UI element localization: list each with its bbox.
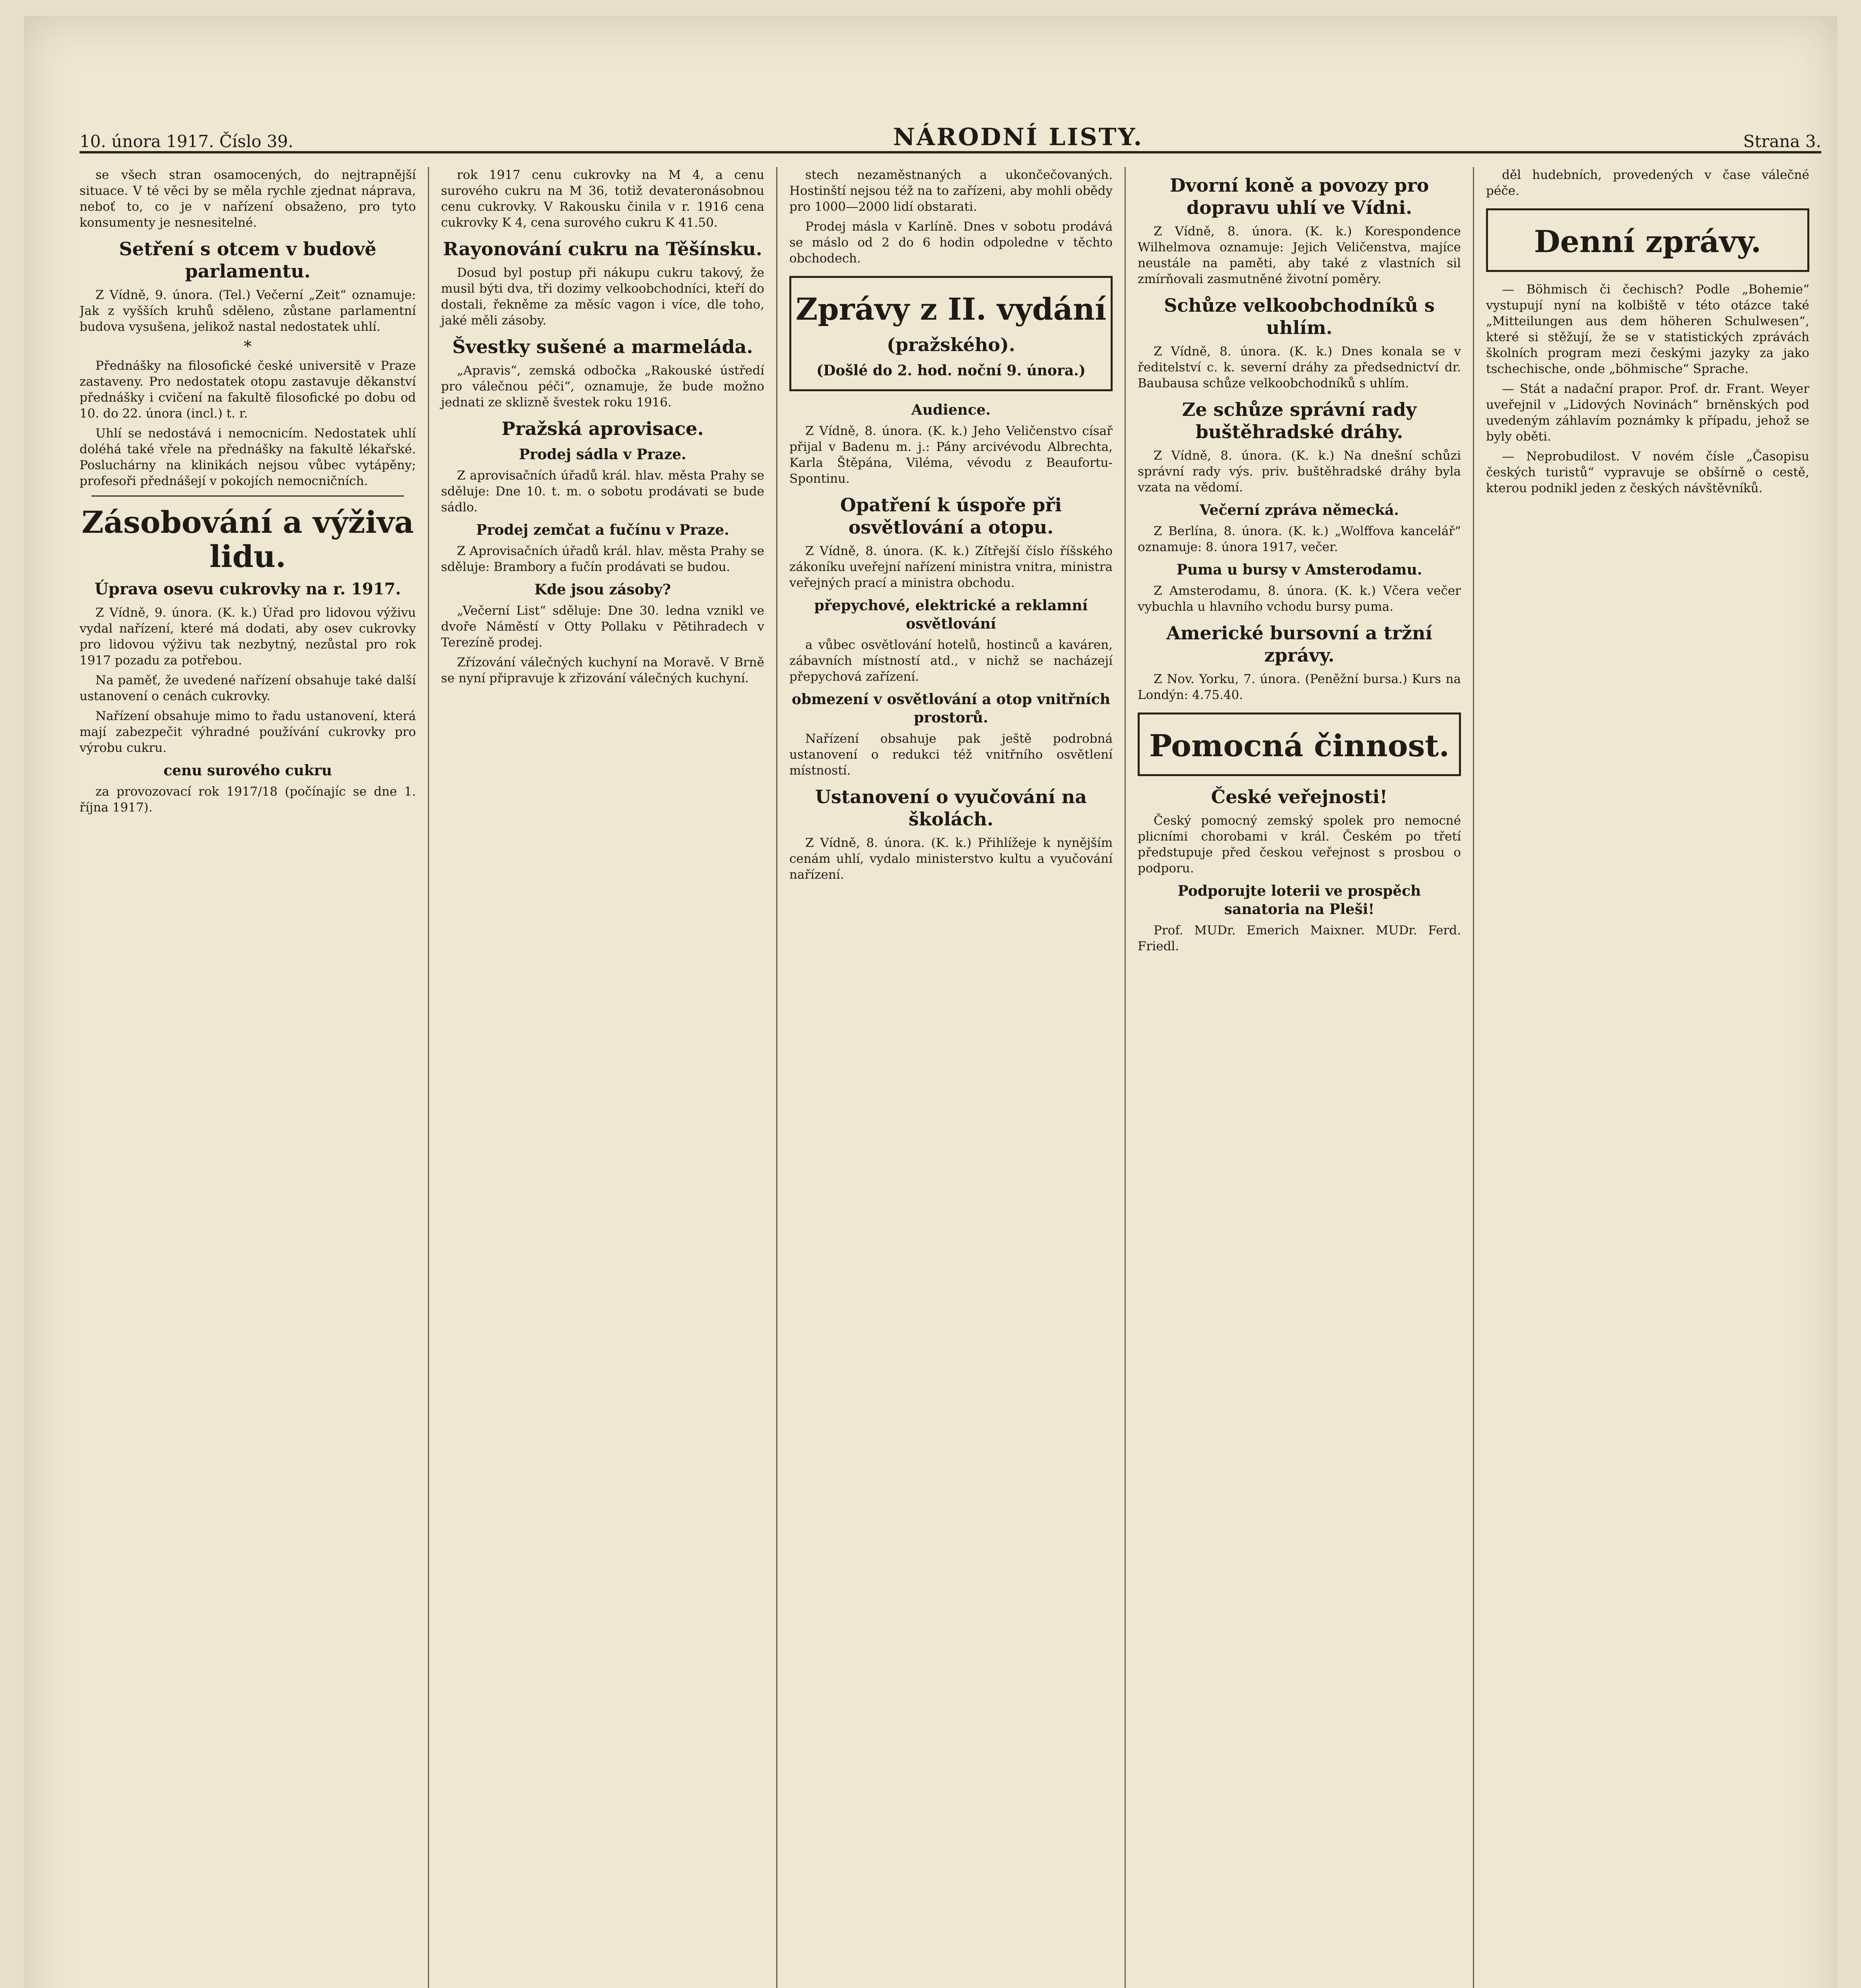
article-subheading: Kde jsou zásoby? [534,581,671,598]
article-text: „Apravis“, zemská odbočka „Rakouské ústředí pro válečnou péči“, oznamuje, že bude možno jednati ze sklizně švestek roku 1916. [441,363,764,410]
article-subheading: Prodej zemčat a fučínu v Praze. [476,522,729,538]
article-columns [80,167,1821,1988]
header-date-issue: 10. února 1917. Číslo 39. [80,132,293,151]
article-text: Z Vídně, 9. února. (Tel.) Večerní „Zeit“ oznamuje: Jak z vyšších kruhů sděleno, zůstane parlamentní budova vysušena, jelikož nastal nedostatek uhlí. [80,288,416,334]
column-5 [1473,167,1821,1988]
article-text: Český pomocný zemský spolek pro nemocné plicními chorobami v král. Českém po třetí předstupuje před českou veřejnost s prosbou o podporu. [1138,813,1461,876]
masthead-title: NÁRODNÍ LISTY. [893,123,1144,151]
section-subheading: (pražského). [886,334,1016,355]
article-text: — Stát a nadační prapor. Prof. dr. Frant. Weyer uveřejnil v „Lidových Novinách“ brněnských pod uvedeným záhlavím poznámky k případu, jehož se byly oběti. [1486,382,1809,444]
newspaper-page [24,16,1837,1988]
article-text: — Neprobudilost. V novém čísle „Časopisu českých turistů“ vypravuje se obšírně o cestě, kterou podnikl jeden z českých návštěvníků. [1486,449,1809,495]
centered-note: Podporujte loterii ve prospěch sanatoria na Pleši! [1177,883,1421,918]
column-4 [1125,167,1473,1988]
article-text: Uhlí se nedostává i nemocnicím. Nedostatek uhlí doléhá také vřele na přednášky na fakultě lékařské. Posluchárny na klinikách nejsou vůbec vytápěny; profesoři přednášejí v pokojích nemocničních. [80,426,416,488]
article-heading: Americké bursovní a tržní zprávy. [1166,622,1432,666]
article-text: „Večerní List“ sděluje: Dne 30. ledna vznikl ve dvoře Náměstí v Otty Pollaku v Pětihradech v Terezíně prodej. [441,604,764,650]
column-1 [80,167,428,1988]
section-dateline: (Došlé do 2. hod. noční 9. února.) [816,362,1086,379]
article-text: Na paměť, že uvedené nařízení obsahuje také další ustanovení o cenách cukrovky. [80,673,416,703]
section-heading: Pomocná činnost. [1149,728,1449,763]
article-text: Nařízení obsahuje pak ještě podrobná ustanovení o redukci též vnitřního osvětlení místností. [789,732,1113,778]
article-subheading: přepychové, elektrické a reklamní osvětlování [814,597,1088,632]
article-text: Prodej másla v Karlíně. Dnes v sobotu prodává se máslo od 2 do 6 hodin odpoledne v těchto obchodech. [789,219,1113,266]
article-text: Z Aprovisačních úřadů král. hlav. města Prahy se sděluje: Brambory a fučín prodávati se budou. [441,544,764,574]
article-text: za provozovací rok 1917/18 (počínajíc se dne 1. října 1917). [80,784,416,815]
article-heading: Úprava osevu cukrovky na r. 1917. [94,580,401,598]
article-heading: Ze schůze správní rady buštěhradské dráhy. [1182,399,1417,443]
article-text: — Böhmisch či čechisch? Podle „Bohemie“ vystupují nyní na kolbiště v této otázce také „Mitteilungen aus dem höheren Schulwesen“, které si stěžují, že se v statistických zprávách školních program mezi českými jazyky za jako tschechische, onde „böhmische“ Sprache. [1486,282,1809,376]
section-heading: Denní zprávy. [1534,224,1762,259]
signature-line: Prof. MUDr. Emerich Maixner. MUDr. Ferd. Friedl. [1138,923,1461,953]
article-text: Přednášky na filosofické české universitě v Praze zastaveny. Pro nedostatek otopu zastavuje děkanství přednášky i cvičení na fakultě filosofické po dobu od 10. do 22. února (incl.) t. r. [80,359,416,421]
article-heading: Dvorní koně a povozy pro dopravu uhlí ve Vídni. [1169,175,1429,218]
article-heading: Večerní zpráva německá. [1199,502,1399,518]
column-2 [428,167,776,1988]
article-text: Z Amsterodamu, 8. února. (K. k.) Včera večer vybuchla u hlavního vchodu bursy puma. [1138,584,1461,614]
article-text: Z Vídně, 8. února. (K. k.) Korespondence Wilhelmova oznamuje: Jejich Veličenstva, majíce neustále na paměti, aby také z vlastních sil zmírňovali zasmutněné životní poměry. [1138,224,1461,286]
article-heading: Setření s otcem v budově parlamentu. [119,238,377,282]
article-text: Z Vídně, 8. února. (K. k.) Na dnešní schůzi správní rady výs. priv. buštěhradské dráhy byla vzata na vědomí. [1138,448,1461,495]
article-heading: Pražská aprovisace. [501,418,704,439]
article-subheading: obmezení v osvětlování a otop vnitřních prostorů. [792,691,1110,726]
article-heading: České veřejnosti! [1211,786,1388,808]
article-text: Dosud byl postup při nákupu cukru takový, že musil býti dva, tři dozimy velkoobchodníci, kteří do dostali, řekněme za měsíc vagon i více, dle toho, jaké měli zásoby. [441,266,764,328]
section-box [789,276,1113,391]
article-subheading: Prodej sádla v Praze. [519,446,686,463]
article-text: Z Vídně, 8. února. (K. k.) Dnes konala se v ředitelství c. k. severní dráhy za předsednictví dr. Baubausa schůze velkoobchodníků s uhlím. [1138,344,1461,390]
section-heading: Zásobování a výživa lidu. [82,505,414,574]
article-heading: Puma u bursy v Amsterodamu. [1176,561,1422,578]
article-heading: Schůze velkoobchodníků s uhlím. [1164,295,1435,338]
header-page-number: Strana 3. [1743,132,1821,151]
article-text: Z Berlína, 8. února. (K. k.) „Wolffova kancelář“ oznamuje: 8. února 1917, večer. [1138,524,1461,554]
section-box [1486,208,1809,272]
divider [91,495,404,497]
article-text: a vůbec osvětlování hotelů, hostinců a kaváren, zábavních místností atd., v nichž se nacházejí přepychová zařízení. [789,638,1113,684]
article-text: Z Nov. Yorku, 7. února. (Peněžní bursa.) Kurs na Londýn: 4.75.40. [1138,672,1461,702]
section-heading: Zprávy z II. vydání [795,291,1107,327]
article-heading: Švestky sušené a marmeláda. [452,336,753,357]
article-text: Z Vídně, 8. února. (K. k.) Jeho Veličenstvo císař přijal v Badenu m. j.: Pány arcivévodu Albrechta, Karla Štěpána, Viléma, vévodu z Beaufortu-Spontinu. [789,424,1113,486]
article-text: děl hudebních, provedených v čase válečné péče. [1486,168,1809,198]
section-box [1138,712,1461,776]
article-text: se všech stran osamocených, do nejtrapnější situace. V té věci by se měla rychle zjednat náprava, neboť to, co je v nařízení obsaženo, pro tyto konsumenty je nesnesitelné. [80,168,416,230]
article-text: Z Vídně, 8. února. (K. k.) Přihlížeje k nynějším cenám uhlí, vydalo ministerstvo kultu a vyučování nařízení. [789,836,1113,882]
column-3 [776,167,1125,1988]
article-text: Nařízení obsahuje mimo to řadu ustanovení, která mají zabezpečit výhradné používání cukrovky pro výrobu cukru. [80,709,416,755]
separator-star: * [244,338,252,356]
article-text: stech nezaměstnaných a ukončečovaných. Hostinští nejsou též na to zařízeni, aby mohli obědy pro 1000—2000 lidí obstarati. [789,168,1113,214]
article-text: rok 1917 cenu cukrovky na M 4, a cenu surového cukru na M 36, totiž devateronásobnou cenu cukrovky. V Rakousku činila v r. 1916 cena cukrovky K 4, cena surového cukru K 41.50. [441,168,764,230]
article-heading: Opatření k úspoře při osvětlování a otopu. [840,494,1062,538]
article-heading: Audience. [911,402,991,418]
article-text: Zřízování válečných kuchyní na Moravě. V Brně se nyní připravuje k zřizování válečných kuchyní. [441,655,764,685]
article-heading: Rayonování cukru na Těšínsku. [443,238,762,260]
centered-note: cenu surového cukru [163,762,332,779]
article-text: Z Vídně, 8. února. (K. k.) Zítřejší číslo říšského zákoníku uveřejní nařízení ministra vnitra, ministra veřejných prací a ministra obchodu. [789,544,1113,590]
article-heading: Ustanovení o vyučování na školách. [815,786,1087,830]
article-text: Z Vídně, 9. února. (K. k.) Úřad pro lidovou výživu vydal nařízení, které má dodati, aby osev cukrovky pro lidovou výživu tak nezbytný, nezůstal pro rok 1917 pozadu za potřebou. [80,606,416,668]
article-text: Z aprovisačních úřadů král. hlav. města Prahy se sděluje: Dne 10. t. m. o sobotu prodávati se bude sádlo. [441,468,764,514]
page-header [80,115,1821,153]
